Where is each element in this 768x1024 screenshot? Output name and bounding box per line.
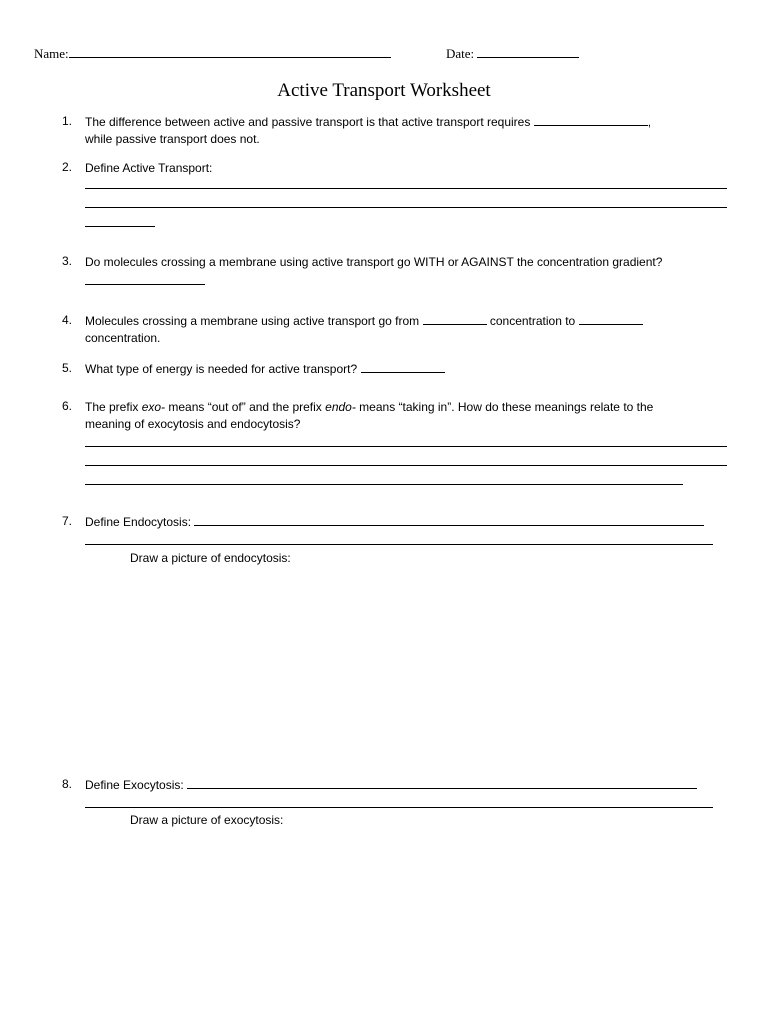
prefix-endo: endo- xyxy=(325,400,356,414)
page-title: Active Transport Worksheet xyxy=(277,80,491,101)
question-4 xyxy=(85,313,725,347)
question-7-text: Define Endocytosis: xyxy=(85,515,192,529)
question-number: 2. xyxy=(62,160,73,174)
question-1-blank[interactable] xyxy=(534,114,648,126)
question-4-blank-to[interactable] xyxy=(579,313,643,325)
drawing-area-exocytosis[interactable] xyxy=(85,835,713,1015)
date-label: Date: xyxy=(446,46,475,61)
question-5 xyxy=(85,361,445,378)
question-4-blank-from[interactable] xyxy=(423,313,487,325)
answer-line[interactable] xyxy=(85,807,713,808)
question-8-text: Define Exocytosis: xyxy=(85,778,184,792)
question-number: 7. xyxy=(62,514,73,528)
question-7 xyxy=(85,514,704,531)
question-3-text: Do molecules crossing a membrane using active transport go WITH or AGAINST the concentration gradient? xyxy=(85,255,663,269)
question-6-text-a: The prefix xyxy=(85,400,142,414)
answer-line[interactable] xyxy=(85,484,683,485)
prefix-exo: exo- xyxy=(141,400,166,414)
question-4-text-line2: concentration. xyxy=(85,331,161,345)
question-6-text-c: means “taking in”. How do these meanings relate to the xyxy=(355,400,654,414)
question-8-blank[interactable] xyxy=(187,777,697,789)
question-6 xyxy=(85,399,725,433)
draw-endocytosis-label: Draw a picture of endocytosis: xyxy=(130,551,291,565)
question-4-text-mid: concentration to xyxy=(489,314,576,328)
question-number: 5. xyxy=(62,361,73,375)
question-6-text-b: means “out of” and the prefix xyxy=(165,400,326,414)
question-number: 6. xyxy=(62,399,73,413)
question-1-text-line2: while passive transport does not. xyxy=(85,132,260,146)
question-6-text-line2: meaning of exocytosis and endocytosis? xyxy=(85,417,301,431)
answer-line[interactable] xyxy=(85,544,713,545)
question-8 xyxy=(85,777,697,794)
question-1-text: The difference between active and passive transport is that active transport requires xyxy=(85,115,531,129)
question-number: 4. xyxy=(62,313,73,327)
answer-line[interactable] xyxy=(85,207,727,208)
question-number: 3. xyxy=(62,254,73,268)
date-blank[interactable] xyxy=(477,46,579,58)
question-number: 8. xyxy=(62,777,73,791)
question-5-text: What type of energy is needed for active transport? xyxy=(85,362,358,376)
question-5-blank[interactable] xyxy=(361,361,445,373)
question-2-text: Define Active Transport: xyxy=(85,161,213,175)
answer-line[interactable] xyxy=(85,284,205,285)
drawing-area-endocytosis[interactable] xyxy=(85,572,713,762)
question-1 xyxy=(85,114,725,148)
answer-line[interactable] xyxy=(85,226,155,227)
question-4-text: Molecules crossing a membrane using active transport go from xyxy=(85,314,420,328)
question-1-comma: , xyxy=(647,115,652,129)
name-blank[interactable] xyxy=(69,46,391,58)
draw-exocytosis-label: Draw a picture of exocytosis: xyxy=(130,813,284,827)
name-field[interactable] xyxy=(34,46,391,62)
answer-line[interactable] xyxy=(85,188,727,189)
name-label: Name: xyxy=(34,46,69,61)
answer-line[interactable] xyxy=(85,465,727,466)
question-number: 1. xyxy=(62,114,73,128)
answer-line[interactable] xyxy=(85,446,727,447)
date-field[interactable] xyxy=(446,46,579,62)
question-7-blank[interactable] xyxy=(194,514,704,526)
